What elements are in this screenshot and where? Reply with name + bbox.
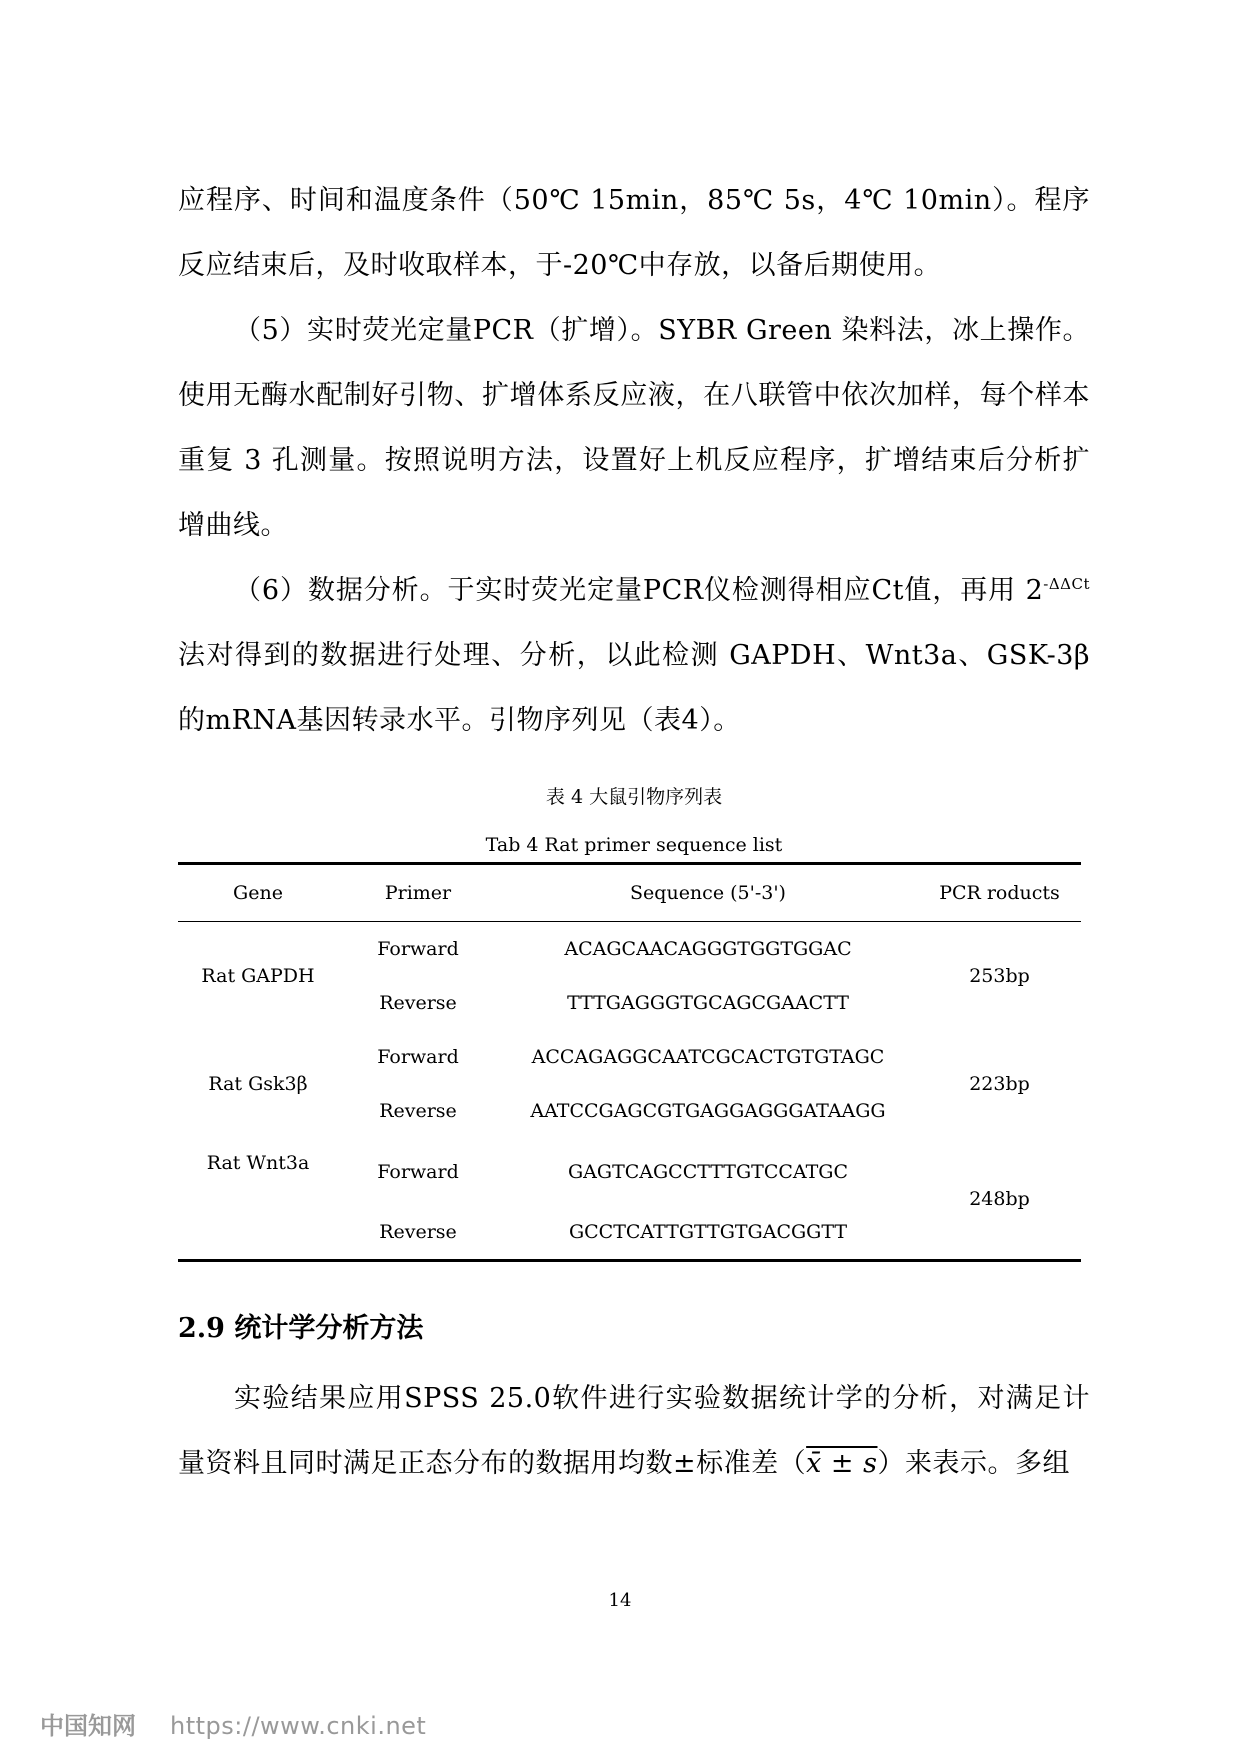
sequence-cell: GAGTCAGCCTTTGTCCATGC xyxy=(568,1160,848,1183)
cnki-watermark xyxy=(40,1706,426,1741)
sequence-cell: TTTGAGGGTGCAGCGAACTT xyxy=(567,992,849,1014)
page-number: 14 xyxy=(608,1590,632,1611)
product-cell: 253bp xyxy=(969,965,1030,987)
gene-cell: Rat GAPDH xyxy=(201,965,315,987)
paragraph-4-text-b: ）来表示。多组 xyxy=(877,1448,1070,1479)
table-row xyxy=(178,1138,1081,1205)
header-primer: Primer xyxy=(384,882,452,904)
paragraph-3-superscript: -ΔΔCt xyxy=(1043,575,1090,593)
sequence-cell: AATCCGAGCGTGAGGAGGGATAAGG xyxy=(530,1100,886,1122)
watermark-url[interactable]: https://www.cnki.net xyxy=(170,1712,427,1740)
paragraph-1: 应程序、时间和温度条件（50℃ 15min，85℃ 5s，4℃ 10min）。程序反应结束后，及时收取样本，于-20℃中存放，以备后期使用。 xyxy=(178,185,1090,281)
product-cell: 248bp xyxy=(969,1187,1030,1210)
table-caption-cn: 表 4 大鼠引物序列表 xyxy=(545,786,723,808)
header-pcr-products: PCR roducts xyxy=(939,882,1060,904)
table-row xyxy=(178,922,1081,977)
paragraph-2: （5）实时荧光定量PCR（扩增）。SYBR Green 染料法，冰上操作。使用无酶水配制好引物、扩增体系反应液，在八联管中依次加样，每个样本重复 3 孔测量。按照说明方法，设置好上机反应程序，扩增结束后分析扩增曲线。 xyxy=(178,315,1090,541)
table-header-row xyxy=(178,864,1081,922)
sequence-cell: ACCAGAGGCAATCGCACTGTGTAGC xyxy=(531,1046,885,1068)
header-sequence: Sequence (5'-3') xyxy=(630,882,786,904)
sequence-cell: ACAGCAACAGGGTGGTGGAC xyxy=(564,938,852,960)
primer-cell: Forward xyxy=(377,938,459,960)
header-gene: Gene xyxy=(233,882,283,904)
table-row xyxy=(178,1030,1081,1084)
primer-cell: Forward xyxy=(377,1046,459,1068)
gene-cell: Rat Wnt3a xyxy=(206,1152,310,1174)
table-caption-en: Tab 4 Rat primer sequence list xyxy=(485,834,783,856)
paragraph-4 xyxy=(178,1366,1090,1496)
product-cell: 223bp xyxy=(969,1073,1030,1095)
primer-cell: Reverse xyxy=(379,992,457,1014)
primer-table xyxy=(178,862,1081,1262)
primer-cell: Reverse xyxy=(379,1100,457,1122)
gene-cell-empty xyxy=(178,1205,338,1261)
paragraph-4-text-a: 实验结果应用SPSS 25.0软件进行实验数据统计学的分析，对满足计量资料且同时满足正态分布的数据用均数±标准差（ xyxy=(178,1383,1090,1479)
sequence-cell: GCCTCATTGTTGTGACGGTT xyxy=(568,1221,848,1243)
gene-cell: Rat Gsk3β xyxy=(208,1073,308,1095)
primer-cell: Reverse xyxy=(379,1221,457,1243)
mean-sd-formula: x̄ ± s xyxy=(806,1448,878,1479)
section-heading: 2.9 统计学分析方法 xyxy=(178,1313,424,1344)
paragraph-3-text-b: 法对得到的数据进行处理、分析，以此检测 GAPDH、Wnt3a、GSK-3β 的mRNA基因转录水平。引物序列见（表4）。 xyxy=(178,640,1090,736)
watermark-brand: 中国知网 xyxy=(40,1712,136,1740)
primer-cell: Forward xyxy=(377,1160,459,1183)
paragraph-3-text-a: （6）数据分析。于实时荧光定量PCR仪检测得相应Ct值，再用 2 xyxy=(234,575,1044,606)
paragraph-3 xyxy=(178,558,1090,753)
